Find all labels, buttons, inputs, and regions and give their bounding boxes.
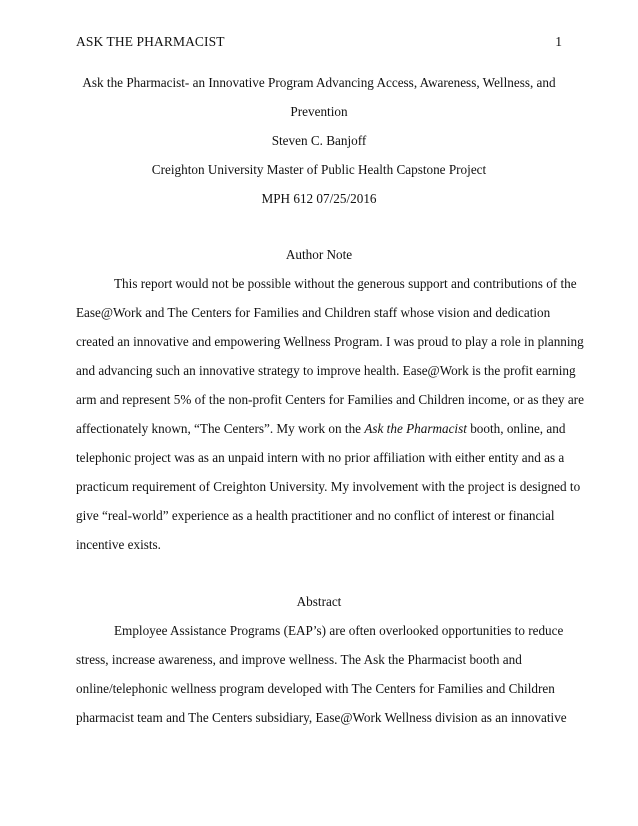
author-note-line: give “real-world” experience as a health practitioner and no conflict of interest or financial <box>76 508 555 523</box>
author-note-line: practicum requirement of Creighton University. My involvement with the project is designed to <box>76 479 581 494</box>
author-note-line: This report would not be possible without the generous support and contributions of the <box>114 276 577 291</box>
author-note-line: incentive exists. <box>76 537 161 552</box>
paper-title-line-1: Ask the Pharmacist- an Innovative Program Advancing Access, Awareness, Wellness, and <box>82 75 556 90</box>
author-name: Steven C. Banjoff <box>271 133 367 148</box>
author-note-line: and advancing such an innovative strategy to improve health. Ease@Work is the profit earning <box>76 363 576 378</box>
author-note-line-tail: booth, online, and <box>466 421 566 436</box>
author-note-line <box>76 421 566 437</box>
abstract-line: Employee Assistance Programs (EAP’s) are often overlooked opportunities to reduce <box>114 623 564 638</box>
author-note-line: telephonic project was as an unpaid intern with no prior affiliation with either entity and as a <box>76 450 565 465</box>
author-note-line: arm and represent 5% of the non-profit Centers for Families and Children income, or as they are <box>76 392 584 407</box>
author-note-heading: Author Note <box>285 247 353 262</box>
running-head: ASK THE PHARMACIST <box>76 34 225 49</box>
course-and-date: MPH 612 07/25/2016 <box>261 191 377 206</box>
italic-program-name: Ask the Pharmacist <box>364 421 467 436</box>
abstract-line: pharmacist team and The Centers subsidiary, Ease@Work Wellness division as an innovative <box>76 710 567 725</box>
page-number: 1 <box>555 34 562 49</box>
author-note-line: created an innovative and empowering Wellness Program. I was proud to play a role in planning <box>76 334 584 349</box>
author-affiliation: Creighton University Master of Public Health Capstone Project <box>151 162 487 177</box>
abstract-line: online/telephonic wellness program developed with The Centers for Families and Children <box>76 681 555 696</box>
author-note-line: Ease@Work and The Centers for Families and Children staff whose vision and dedication <box>76 305 551 320</box>
abstract-line: stress, increase awareness, and improve wellness. The Ask the Pharmacist booth and <box>76 652 522 667</box>
paper-title-line-2: Prevention <box>290 104 348 119</box>
abstract-heading: Abstract <box>296 594 342 609</box>
author-note-line-head: affectionately known, “The Centers”. My work on the <box>76 421 365 436</box>
